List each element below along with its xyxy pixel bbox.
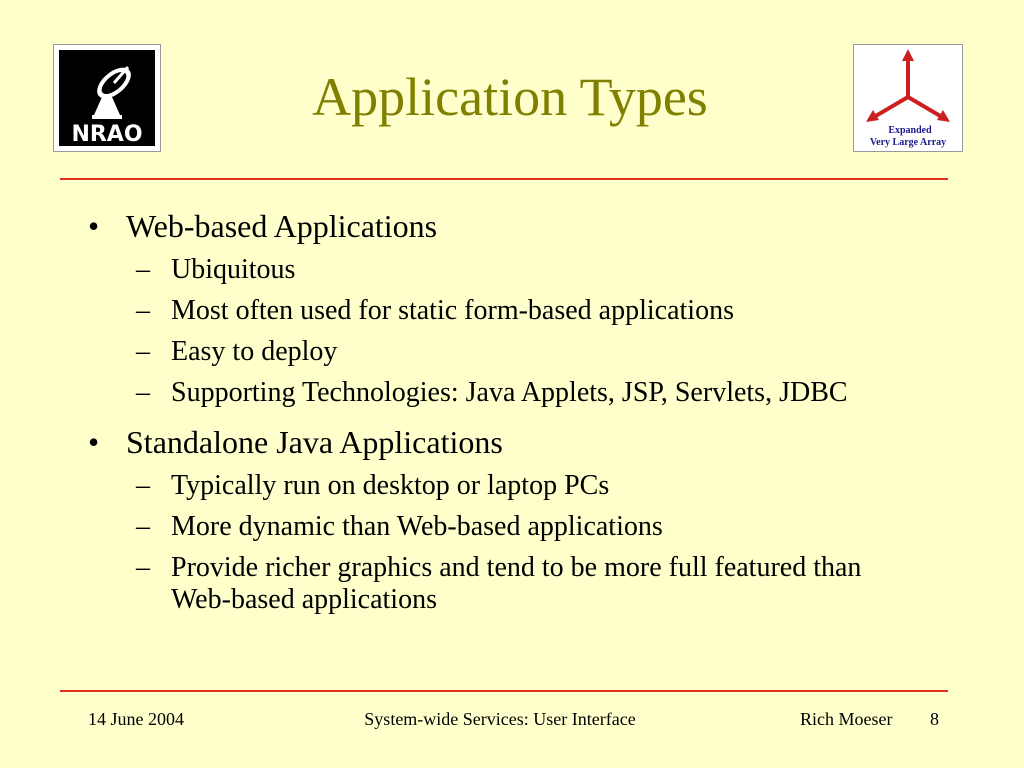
bullet-item [88,423,948,461]
sub-text: Typically run on desktop or laptop PCs [171,470,610,501]
dash-icon: – [136,470,150,501]
sub-text: Provide richer graphics and tend to be more full featured than Web-based applications [171,552,862,615]
nrao-logo [53,44,161,152]
sub-text: Supporting Technologies: Java Applets, JSP, Servlets, JDBC [171,377,848,408]
sub-item [88,295,948,327]
sub-item [88,552,911,616]
sub-text: Most often used for static form-based applications [171,295,734,326]
dash-icon: – [136,336,150,367]
slide-content [88,205,948,630]
page-number: 8 [930,709,939,729]
sub-item [88,470,948,502]
sub-item [88,254,948,286]
header-divider [60,178,948,180]
bullet-icon: • [88,208,100,244]
footer-author: Rich Moeser [800,709,893,729]
evla-logo-icon [854,45,962,151]
footer-divider [60,690,948,692]
dash-icon: – [136,254,150,285]
dash-icon: – [136,295,150,326]
svg-text:NRAO: NRAO [71,122,143,147]
bullet-icon: • [88,424,100,460]
sub-list [88,254,948,409]
sub-item [88,377,911,409]
sub-text: More dynamic than Web-based applications [171,511,663,542]
bullet-text: Standalone Java Applications [126,424,503,460]
svg-text:Very Large Array: Very Large Array [869,137,947,148]
evla-logo [853,44,963,152]
sub-text: Easy to deploy [171,336,338,367]
svg-text:Expanded: Expanded [888,125,932,136]
sub-text: Ubiquitous [171,254,296,285]
sub-item [88,336,948,368]
nrao-logo-icon [54,45,160,151]
sub-list [88,470,948,616]
bullet-item [88,207,948,245]
page-title: Application Types [312,67,708,127]
dash-icon: – [136,511,150,542]
dash-icon: – [136,552,150,583]
sub-item [88,511,948,543]
bullet-text: Web-based Applications [126,208,438,244]
footer-date: 14 June 2004 [88,709,184,729]
footer-presentation-title: System-wide Services: User Interface [364,709,636,729]
dash-icon: – [136,377,150,408]
